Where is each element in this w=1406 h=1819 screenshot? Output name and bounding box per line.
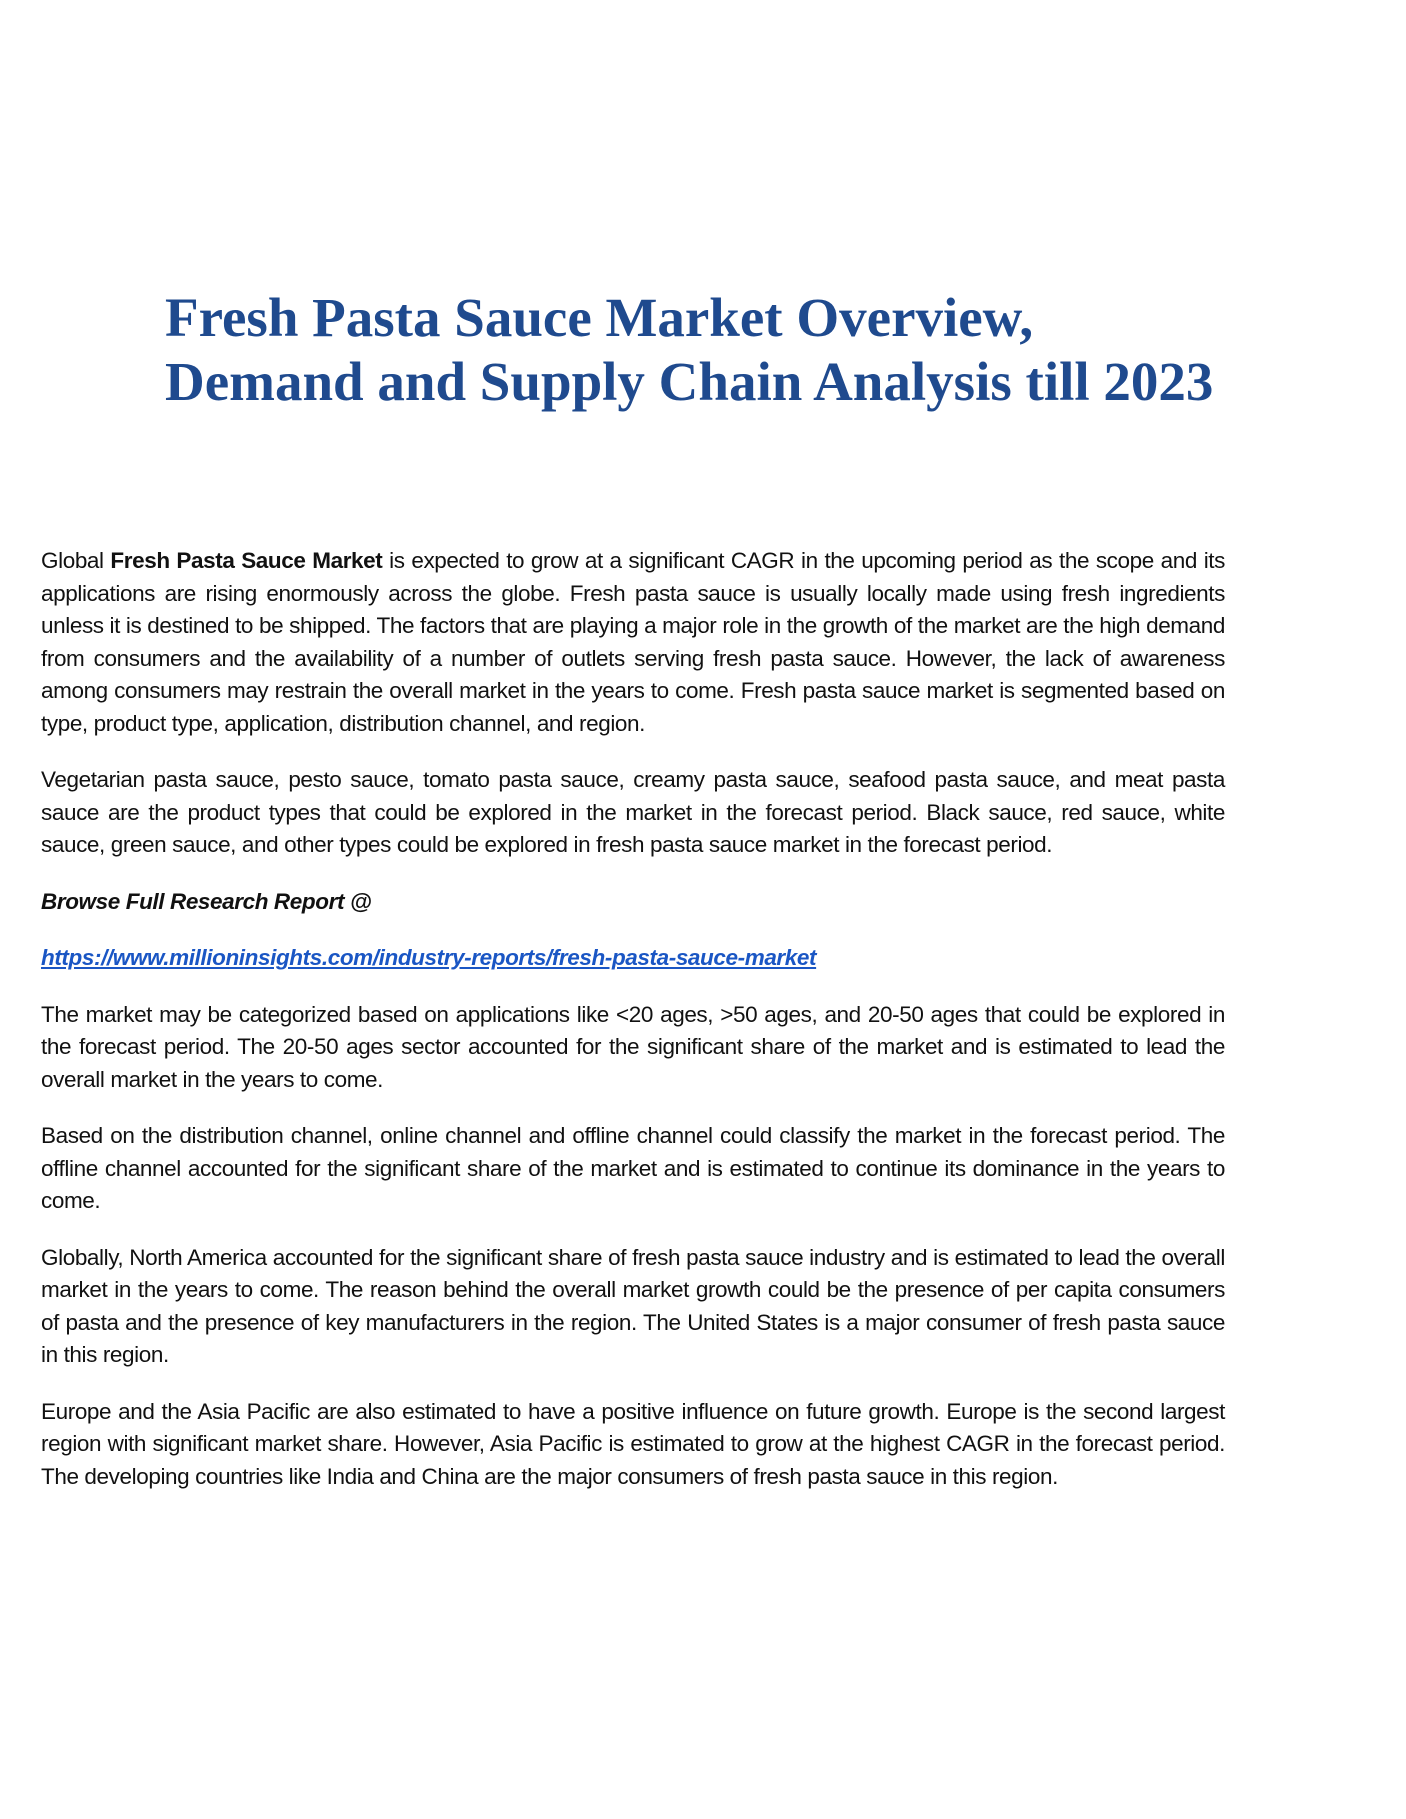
document-title bbox=[165, 286, 1315, 414]
market-name-bold: Fresh Pasta Sauce Market bbox=[110, 548, 383, 573]
paragraph-intro-prefix: Global bbox=[41, 548, 111, 573]
report-link-paragraph bbox=[41, 942, 1225, 975]
paragraph-north-america: Globally, North America accounted for the significant share of fresh pasta sauce industry and is estimated to lead the overall market in the years to come. The reason behind the overall market growth could be the presence of per capita consumers of pasta and the presence of key manufacturers in the region. The United States is a major consumer of fresh pasta sauce in this region. bbox=[41, 1244, 1225, 1367]
paragraph-product-types: Vegetarian pasta sauce, pesto sauce, tomato pasta sauce, creamy pasta sauce, seafood pasta sauce, and meat pasta sauce are the product types that could be explored in the market in the forecast period. Black sauce, red sauce, white sauce, green sauce, and other types could be explored in fresh pasta sauce market in the forecast period. bbox=[41, 767, 1225, 857]
browse-report-label: Browse Full Research Report @ bbox=[41, 888, 372, 914]
paragraph-applications: The market may be categorized based on applications like <20 ages, >50 ages, and 20-50 ages that could be explored in the forecast period. The 20-50 ages sector accounted for the significant share of the market and is estimated to lead the overall market in the years to come. bbox=[41, 1001, 1225, 1092]
title-line-2: Demand and Supply Chain Analysis till 2023 bbox=[165, 351, 1214, 412]
title-line-1: Fresh Pasta Sauce Market Overview, bbox=[165, 287, 1034, 348]
paragraph-europe-apac: Europe and the Asia Pacific are also estimated to have a positive influence on future growth. Europe is the second largest region with significant market share. However, Asia Pacific is estimated to grow at the highest CAGR in the forecast period. The developing countries like India and China are the major consumers of fresh pasta sauce in this region. bbox=[41, 1398, 1225, 1489]
paragraph-intro bbox=[41, 545, 1225, 740]
paragraph-intro-text: is expected to grow at a significant CAGR in the upcoming period as the scope and its applications are rising enormously across the globe. Fresh pasta sauce is usually locally made using fresh ingredients unless it is destined to be shipped. The factors that are playing a major role in the growth of the market are the high demand from consumers and the availability of a number of outlets serving fresh pasta sauce. However, the lack of awareness among consumers may restrain the overall market in the years to come. Fresh pasta sauce market is segmented based on type, product type, application, distribution channel, and region. bbox=[41, 548, 1225, 736]
document-body bbox=[41, 545, 1225, 1517]
report-link[interactable]: https://www.millioninsights.com/industry-reports/fresh-pasta-sauce-market bbox=[41, 945, 817, 970]
paragraph-distribution: Based on the distribution channel, online channel and offline channel could classify the market in the forecast period. The offline channel accounted for the significant share of the market and is estimated to continue its dominance in the years to come. bbox=[41, 1123, 1225, 1213]
